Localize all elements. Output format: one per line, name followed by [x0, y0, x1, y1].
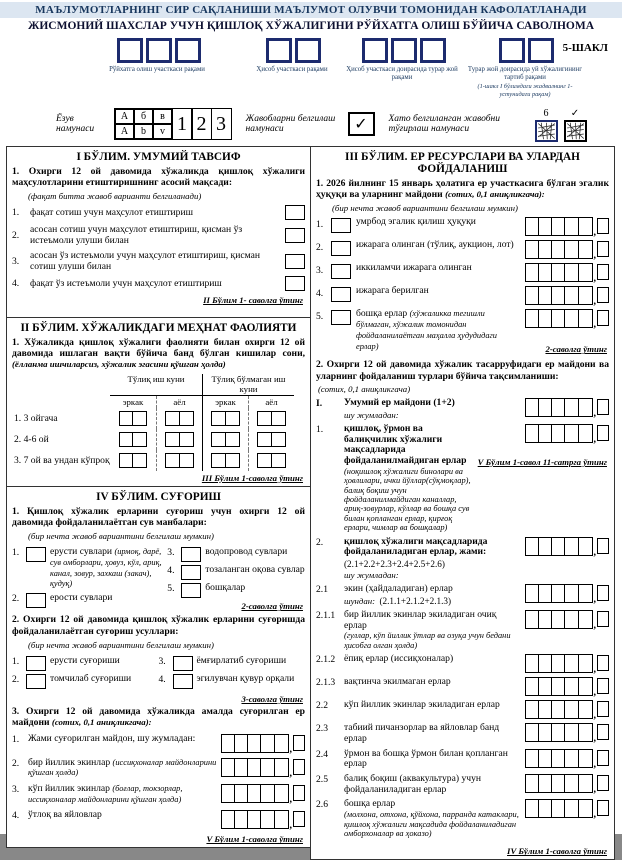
checkbox[interactable]: [331, 218, 351, 233]
correction-sample-boxes: [529, 107, 587, 142]
water-source-option: [167, 583, 305, 598]
section-1-note: (фақат битта жавоб варианти белгиланади): [28, 191, 202, 202]
code-group-note: (1-шакл I бўлимдаги жадвалнинг 1-устунидаги рақам): [477, 82, 573, 98]
checkbox[interactable]: [26, 656, 46, 671]
row-subnote: шу жумладан:: [344, 409, 399, 420]
checkbox[interactable]: [173, 656, 193, 671]
option-note: (хўжаликка тегишли бўлмаган, хўжалик томонидан фойдаланилаётган маҳалла ҳудудидаги ерлар): [356, 309, 497, 351]
checkbox[interactable]: [285, 228, 305, 243]
purpose-option-row: [12, 224, 305, 246]
checkbox[interactable]: [285, 276, 305, 291]
row-label: ёпиқ ерлар (иссиқхоналар): [344, 653, 454, 665]
form-title: ЖИСМОНИЙ ШАХСЛАР УЧУН ҚИШЛОҚ ХЎЖАЛИГИНИ РЎЙХАТГА ОЛИШ БЎЙИЧА САВОЛНОМА: [27, 20, 595, 32]
row-label: қишлоқ хўжалиги мақсадларида фойдаланиладиган ерлар, жами:: [344, 535, 488, 558]
code-group-label: Ҳисоб участкаси доирасида турар жой рақами: [346, 66, 458, 82]
code-group-label: Турар жой доирасида уй хўжалигининг тартиб рақами: [467, 66, 583, 82]
dwelling-number-boxes[interactable]: [359, 38, 446, 63]
subcol-female: аёл: [248, 396, 294, 408]
letter-cell: в: [153, 109, 172, 124]
left-column: [6, 147, 311, 860]
correction-digit: 6: [543, 107, 549, 119]
correction-box-check: [564, 107, 587, 142]
area-input-boxes[interactable]: ,: [525, 749, 609, 768]
writing-sample-letters: [114, 108, 173, 140]
option-label: ерости сувлари: [50, 592, 113, 604]
water-source-option: [167, 565, 305, 580]
irrigation-method-option: [159, 674, 306, 689]
irrigated-area-row: [12, 809, 305, 832]
row-number: 2.3: [316, 723, 328, 735]
row-label: қишлоқ, ўрмон ва балиқчилик хўжалиги мақсадларида фойдаланилмайдиган ерлар: [344, 422, 467, 466]
code-group-dwelling-number: [346, 38, 458, 99]
ownership-row: [316, 262, 609, 285]
count-input-boxes[interactable]: [257, 453, 286, 468]
checkbox[interactable]: [331, 310, 351, 325]
goto-note: III Бўлим 1-саволга ўтинг: [201, 472, 303, 483]
land-row-total: [316, 398, 609, 420]
writing-sample-digits: [173, 108, 232, 140]
col-group-full-day: Тўлиқ иш куни: [110, 374, 202, 396]
ownership-row: [316, 216, 609, 239]
form-body: [6, 147, 616, 860]
goto-note: V Бўлим 1-саволга ўтинг: [206, 834, 303, 845]
option-label: водопровод сувлари: [205, 546, 288, 558]
code-group-label: Рўйхатга олиш участкаси рақами: [109, 66, 205, 73]
letter-cell: б: [134, 109, 153, 124]
correction-box-digit: [535, 107, 558, 142]
water-sources: [12, 544, 305, 612]
section-3-q1-note: (бир нечта жавоб вариантини белгилаш мумкин): [332, 203, 518, 214]
option-note: (ирмоқ, дарё, сув омборлари, ҳовуз, кўл, ариқ, канал, зовур, захкаш (закач), қудуқ): [50, 547, 162, 589]
option-label: бошқалар: [205, 582, 246, 594]
checkbox[interactable]: [285, 205, 305, 220]
option-number: 4.: [12, 278, 20, 290]
code-group-label: Ҳисоб участкаси рақами: [256, 66, 328, 73]
row-label: Умумий ер майдони (1+2): [344, 397, 455, 409]
row-note: (гуллар, кўп йиллик ўтлар ва озуқа учун бедани ҳисобга олган ҳолда): [344, 631, 511, 650]
count-input-boxes[interactable]: [257, 411, 286, 426]
row-number: 2.1.1: [316, 609, 336, 621]
row-number: 1.: [316, 423, 324, 435]
row-number: 2.6: [316, 799, 328, 811]
option-label: фақат сотиш учун маҳсулот етиштириш: [30, 207, 193, 219]
row-label: табиий пичанзорлар ва яйловлар банд ерлар: [344, 722, 500, 744]
row-number: 2.1.2: [316, 654, 336, 666]
row-label: 1. 3 ойгача: [14, 412, 58, 424]
unit-note: (сотих, 0,1 аниқликгача):: [51, 717, 152, 728]
digit-cell: 3: [211, 108, 232, 140]
scribbled-box-icon: [564, 120, 587, 142]
section-4-irrigation: [6, 486, 311, 849]
goto-note: 2-саволга ўтинг: [241, 601, 303, 612]
row-note: (иссиқхоналар майдонларини қўшган ҳолда): [28, 757, 217, 778]
labor-row: [14, 450, 305, 471]
checkbox[interactable]: [331, 264, 351, 279]
count-input-boxes[interactable]: [165, 453, 194, 468]
row-label: бошқа ерлар: [344, 798, 396, 810]
option-number: 4.: [158, 673, 166, 685]
option-number: 4.: [316, 288, 324, 300]
area-input-boxes[interactable]: ,: [525, 398, 609, 417]
land-row-nonagric: [316, 424, 609, 533]
labor-table-group-headers: [110, 374, 305, 396]
digit-cell: 2: [191, 108, 212, 140]
marking-sample-label: Жавобларни белгилаш намунаси: [245, 113, 336, 135]
area-input-boxes[interactable]: ,: [221, 810, 305, 829]
count-input-boxes[interactable]: [119, 411, 148, 426]
right-column: [310, 147, 615, 860]
subcol-female: аёл: [156, 396, 202, 408]
count-input-boxes[interactable]: [119, 432, 148, 447]
option-label: ижарага берилган: [356, 285, 429, 297]
labor-table: [14, 374, 305, 471]
land-row-fallow: [316, 676, 609, 699]
section-2-title: II БЎЛИМ. ХЎЖАЛИКДАГИ МЕҲНАТ ФАОЛИЯТИ: [20, 321, 297, 334]
area-input-boxes[interactable]: ,: [221, 784, 305, 803]
row-label: 2. 4-6 ой: [14, 433, 49, 445]
option-number: 5.: [316, 311, 324, 323]
checkbox[interactable]: [181, 583, 201, 598]
irrigated-area-row: [12, 758, 305, 779]
area-input-boxes[interactable]: ,: [525, 700, 609, 719]
section-4-q3: 3. Охирги 12 ой давомида хўжаликда амалда суғорилган ер майдони (сотих, 0,1 аниқликгача):: [12, 705, 305, 729]
area-input-boxes[interactable]: ,: [525, 286, 609, 305]
option-number: 3.: [316, 265, 324, 277]
ownership-row: [316, 309, 609, 355]
section-3-land: [310, 146, 615, 860]
section-4-q1: 1. Қишлоқ хўжалик ерларини суғориш учун охирги 12 ой давомида фойдаланилаётган сув манбалари:: [12, 505, 305, 528]
irrigated-area-row: [12, 784, 305, 805]
count-input-boxes[interactable]: [257, 432, 286, 447]
option-number: 1.: [12, 547, 20, 559]
form-code-label: 5-ШАКЛ: [562, 42, 608, 54]
count-input-boxes[interactable]: [165, 411, 194, 426]
option-label: асосан сотиш учун маҳсулот етиштириш, қисман ўз истеъмоли улуши билан: [30, 224, 243, 247]
registration-area-number-boxes[interactable]: [114, 38, 201, 63]
land-row-annual-open: [316, 610, 609, 650]
checkbox[interactable]: [26, 674, 46, 689]
row-number: 2.: [12, 757, 20, 769]
section-3-q2-unit: (сотих, 0,1 аниқликгача): [318, 383, 411, 394]
unit-note: (сотих, 0,1 аниқликгача):: [445, 189, 545, 199]
goto-note: 3-саволга ўтинг: [241, 693, 303, 704]
row-label: 3. 7 ой ва ундан кўпроқ: [14, 454, 110, 466]
row-label: кўп йиллик экинлар экиладиган ерлар: [344, 699, 500, 711]
section-1-general: [6, 146, 311, 318]
purpose-option-row: [12, 250, 305, 272]
section-4-q2-note: (бир нечта жавоб вариантини белгилаш мумкин): [28, 639, 214, 650]
goto-note: V Бўлим 1-савол 11-сатрга ўтинг: [477, 456, 607, 467]
option-label: фақат ўз истеъмоли учун маҳсулот етиштириш: [30, 278, 222, 290]
option-number: 1.: [12, 207, 20, 219]
option-number: 3.: [167, 547, 175, 559]
area-input-boxes[interactable]: ,: [525, 263, 609, 282]
irrigation-method-option: [159, 656, 306, 671]
scribbled-box-icon: [535, 120, 558, 142]
section-2-labor: [6, 317, 311, 487]
option-label: ёмғирлатиб суғориши: [196, 654, 287, 666]
land-row-forest: [316, 749, 609, 770]
option-label: умрбод эгалик қилиш ҳуқуқи: [356, 216, 476, 228]
irrigation-methods-left: [12, 653, 159, 692]
option-number: 2.: [12, 673, 20, 685]
area-input-boxes[interactable]: ,: [221, 734, 305, 753]
row-note: (боғлар, токзорлар, иссиқхоналар майдонларини қўшган ҳолда): [28, 783, 183, 804]
row-formula: (2.1.1+2.1.2+2.1.3): [379, 595, 452, 606]
row-formula: (2.1+2.2+2.3+2.4+2.5+2.6): [344, 559, 445, 570]
area-input-boxes[interactable]: ,: [525, 774, 609, 793]
ownership-row: [316, 285, 609, 308]
area-input-boxes[interactable]: ,: [525, 537, 609, 556]
water-sources-right: [167, 544, 305, 612]
option-label: ерусти суғориши: [50, 654, 120, 666]
purpose-option-row: [12, 276, 305, 291]
option-label: ижарага олинган (тўлиқ, аукцион, лот): [356, 239, 514, 251]
land-row-greenhouse: [316, 653, 609, 676]
row-number: 2.4: [316, 748, 328, 760]
section-2-question: [12, 337, 305, 371]
row-label: Жами суғорилган майдон, шу жумладан:: [28, 732, 196, 744]
goto-note: II Бўлим 1- саволга ўтинг: [203, 295, 303, 306]
water-source-option: [12, 547, 167, 590]
section-1-question: 1. Охирги 12 ой давомида хўжаликда қишлоқ хўжалиги маҳсулотларини етиштиришнинг асосий мақсади:: [12, 165, 305, 188]
row-label: экин (ҳайдаладиган) ерлар: [344, 583, 453, 595]
row-number: 2.2: [316, 700, 328, 712]
row-label: ўтлоқ ва яйловлар: [28, 809, 102, 821]
area-input-boxes[interactable]: ,: [525, 799, 609, 818]
row-label: ўрмон ва бошқа ўрмон билан қопланган ерлар: [344, 747, 508, 770]
correction-sample-label: Хато белгиланган жавобни тўғирлаш намунаси: [388, 113, 500, 135]
goto-note: 2-саволга ўтинг: [545, 344, 607, 355]
count-input-boxes[interactable]: [211, 453, 240, 468]
option-label: эгилувчан қувур орқали: [196, 672, 295, 684]
count-input-boxes[interactable]: [211, 432, 240, 447]
option-number: 3.: [12, 255, 20, 267]
section-1-title: I БЎЛИМ. УМУМИЙ ТАВСИФ: [76, 150, 241, 163]
row-label: бир йиллик экинлар (иссиқхоналар майдонларини қўшган ҳолда): [28, 756, 217, 778]
samples-row: [56, 107, 622, 142]
option-label: бошқа ерлар (хўжаликка тегишли бўлмаган, хўжалик томонидан фойдаланилаётган маҳалла ҳудудидаги ерлар): [356, 308, 497, 351]
code-group-registration-area: [98, 38, 216, 99]
col-group-part-day: Тўлиқ бўлмаган иш куни: [202, 374, 294, 396]
section-3-q1: 1. 2026 йилнинг 15 январь ҳолатига ер участкасига бўлган эгалик ҳуқуқи ва уларнинг майдони (сотих, 0,1 аниқликгача):: [316, 177, 609, 200]
land-row-aquaculture: [316, 774, 609, 795]
checkbox[interactable]: [26, 593, 46, 608]
row-number: 1.: [12, 733, 20, 745]
land-row-other: [316, 799, 609, 838]
question-note: (ёлланма ишчиларсиз, хўжалик эгасини қўшган ҳолда): [12, 359, 226, 370]
confidentiality-banner: МАЪЛУМОТЛАРНИНГ СИР САҚЛАНИШИ МАЪЛУМОТ ОЛУВЧИ ТОМОНИДАН КАФОЛАТЛАНАДИ: [0, 2, 622, 18]
goto-note: IV Бўлим 1-саволга ўтинг: [507, 846, 607, 857]
land-row-arable: [316, 584, 609, 606]
row-note: (ноқишлоқ хўжалиги бинолари ва ҳовлилари, ички йўллар(сўқмоқлар), балиқ боқиш учун фойдаланилмайдиган каналлар, ариқ-зовурлар, кўллар ва бошқа сув билан қопланган ерлар, қирғоқ ерлари, чимлар ва бошқалар): [344, 466, 471, 533]
letter-cell: A: [115, 124, 134, 139]
digit-cell: 1: [172, 108, 193, 140]
labor-row: [14, 429, 305, 450]
option-number: 2.: [12, 229, 20, 241]
area-input-boxes[interactable]: ,: [525, 424, 609, 443]
writing-sample-label: Ёзув намунаси: [56, 113, 95, 135]
section-3-title: III БЎЛИМ. ЕР РЕСУРСЛАРИ ВА УЛАРДАН ФОЙДАЛАНИШ: [345, 150, 580, 175]
option-number: 5.: [167, 583, 175, 595]
marking-sample-checkbox: ✓: [348, 112, 375, 136]
row-label: кўп йиллик экинлар (боғлар, токзорлар, иссиқхоналар майдонларини қўшган ҳолда): [28, 782, 183, 804]
row-number: 4.: [12, 810, 20, 822]
option-label: томчилаб суғориши: [50, 672, 132, 684]
row-number: 2.1: [316, 584, 328, 596]
irrigation-methods: [12, 653, 305, 692]
row-number: 2.5: [316, 773, 328, 785]
section-4-q1-note: (бир нечта жавоб вариантини белгилаш мумкин): [28, 531, 214, 542]
row-number: 3.: [12, 783, 20, 795]
checkbox[interactable]: [331, 287, 351, 302]
land-row-perennial: [316, 699, 609, 722]
irrigation-methods-right: [159, 653, 306, 692]
checkbox[interactable]: [173, 674, 193, 689]
option-number: 1.: [12, 655, 20, 667]
row-number: I.: [316, 398, 323, 410]
checkbox[interactable]: [26, 547, 46, 562]
letter-cell: v: [153, 124, 172, 139]
area-input-boxes[interactable]: ,: [525, 584, 609, 603]
count-input-boxes[interactable]: [119, 453, 148, 468]
row-number: 2.1.3: [316, 677, 336, 689]
correction-check: ✓: [570, 107, 580, 119]
account-area-number-boxes[interactable]: [263, 38, 321, 63]
row-note: (молхона, отхона, қўйхона, парранда катаклари, қишлоқ хўжалиги мақсадида фойдаланиладиган омборхоналар ва ҳоказо): [344, 810, 519, 838]
water-source-option: [12, 593, 167, 608]
irrigated-area-row: [12, 734, 305, 753]
option-label: тозаланган оқова сувлар: [205, 564, 305, 576]
code-group-account-area: [244, 38, 340, 99]
checkbox[interactable]: [181, 565, 201, 580]
irrigation-method-option: [12, 674, 159, 689]
section-4-q2: 2. Охирги 12 ой давомида қишлоқ хўжалик ерларини суғоришда фойдаланилаётган суғориш усуллари:: [12, 614, 305, 637]
area-input-boxes[interactable]: ,: [525, 677, 609, 696]
option-number: 2.: [316, 242, 324, 254]
household-order-boxes[interactable]: [496, 38, 554, 63]
checkbox[interactable]: [285, 254, 305, 269]
area-input-boxes[interactable]: ,: [525, 217, 609, 236]
option-label: иккиламчи ижарага олинган: [356, 262, 472, 274]
option-label: асосан ўз истеъмоли учун маҳсулот етиштириш, қисман сотиш улуши билан: [30, 250, 261, 273]
ownership-row: [316, 239, 609, 262]
letter-cell: b: [134, 124, 153, 139]
labor-table-sub-headers: [110, 396, 305, 408]
section-3-q2: 2. Охирги 12 ой давомида хўжалик тасарруфидаги ер майдони ва уларнинг фойдаланиш турлари бўйича тақсимланиши:: [316, 359, 609, 382]
area-input-boxes[interactable]: ,: [525, 610, 609, 629]
row-subnote: шундан: (2.1.1+2.1.2+2.1.3): [344, 595, 452, 606]
option-number: 2.: [12, 593, 20, 605]
subcol-male: эркак: [122, 396, 144, 407]
area-input-boxes[interactable]: ,: [221, 758, 305, 777]
land-row-agric: [316, 537, 609, 580]
section-4-title: IV БЎЛИМ. СУҒОРИШ: [96, 490, 221, 503]
option-number: 1.: [316, 219, 324, 231]
option-number: 3.: [158, 655, 166, 667]
row-label: бир йиллик экинлар экиладиган очиқ ерлар: [344, 608, 497, 631]
labor-row: [14, 408, 305, 429]
checkbox[interactable]: [331, 241, 351, 256]
count-input-boxes[interactable]: [211, 411, 240, 426]
question-text: 1. Хўжаликда қишлоқ хўжалиги фаолияти билан охирги 12 ой давомида ишлаган вақти бўйича банд бўлган кишилар сони,: [12, 336, 305, 359]
option-label: ерусти сувлари (ирмоқ, дарё, сув омборлари, ҳовуз, кўл, ариқ, канал, зовур, захкаш (закач), қудуқ): [50, 546, 162, 589]
water-source-option: [167, 547, 305, 562]
area-input-boxes[interactable]: ,: [525, 723, 609, 742]
purpose-option-row: [12, 205, 305, 220]
count-input-boxes[interactable]: [165, 432, 194, 447]
row-label: вақтинча экилмаган ерлар: [344, 676, 451, 688]
area-input-boxes[interactable]: ,: [525, 240, 609, 259]
water-sources-left: [12, 544, 167, 612]
irrigation-method-option: [12, 656, 159, 671]
land-row-meadow: [316, 723, 609, 744]
area-input-boxes[interactable]: ,: [525, 309, 609, 328]
area-input-boxes[interactable]: ,: [525, 654, 609, 673]
letter-cell: А: [115, 109, 134, 124]
option-number: 4.: [167, 565, 175, 577]
checkbox[interactable]: [181, 547, 201, 562]
row-label: балиқ боқиш (аквакультура) учун фойдаланиладиган ерлар: [344, 772, 482, 795]
code-boxes-row: [98, 38, 622, 99]
row-subnote: шу жумладан:: [344, 570, 399, 581]
row-number: 2.: [316, 536, 324, 548]
subcol-male: эркак: [202, 396, 248, 408]
